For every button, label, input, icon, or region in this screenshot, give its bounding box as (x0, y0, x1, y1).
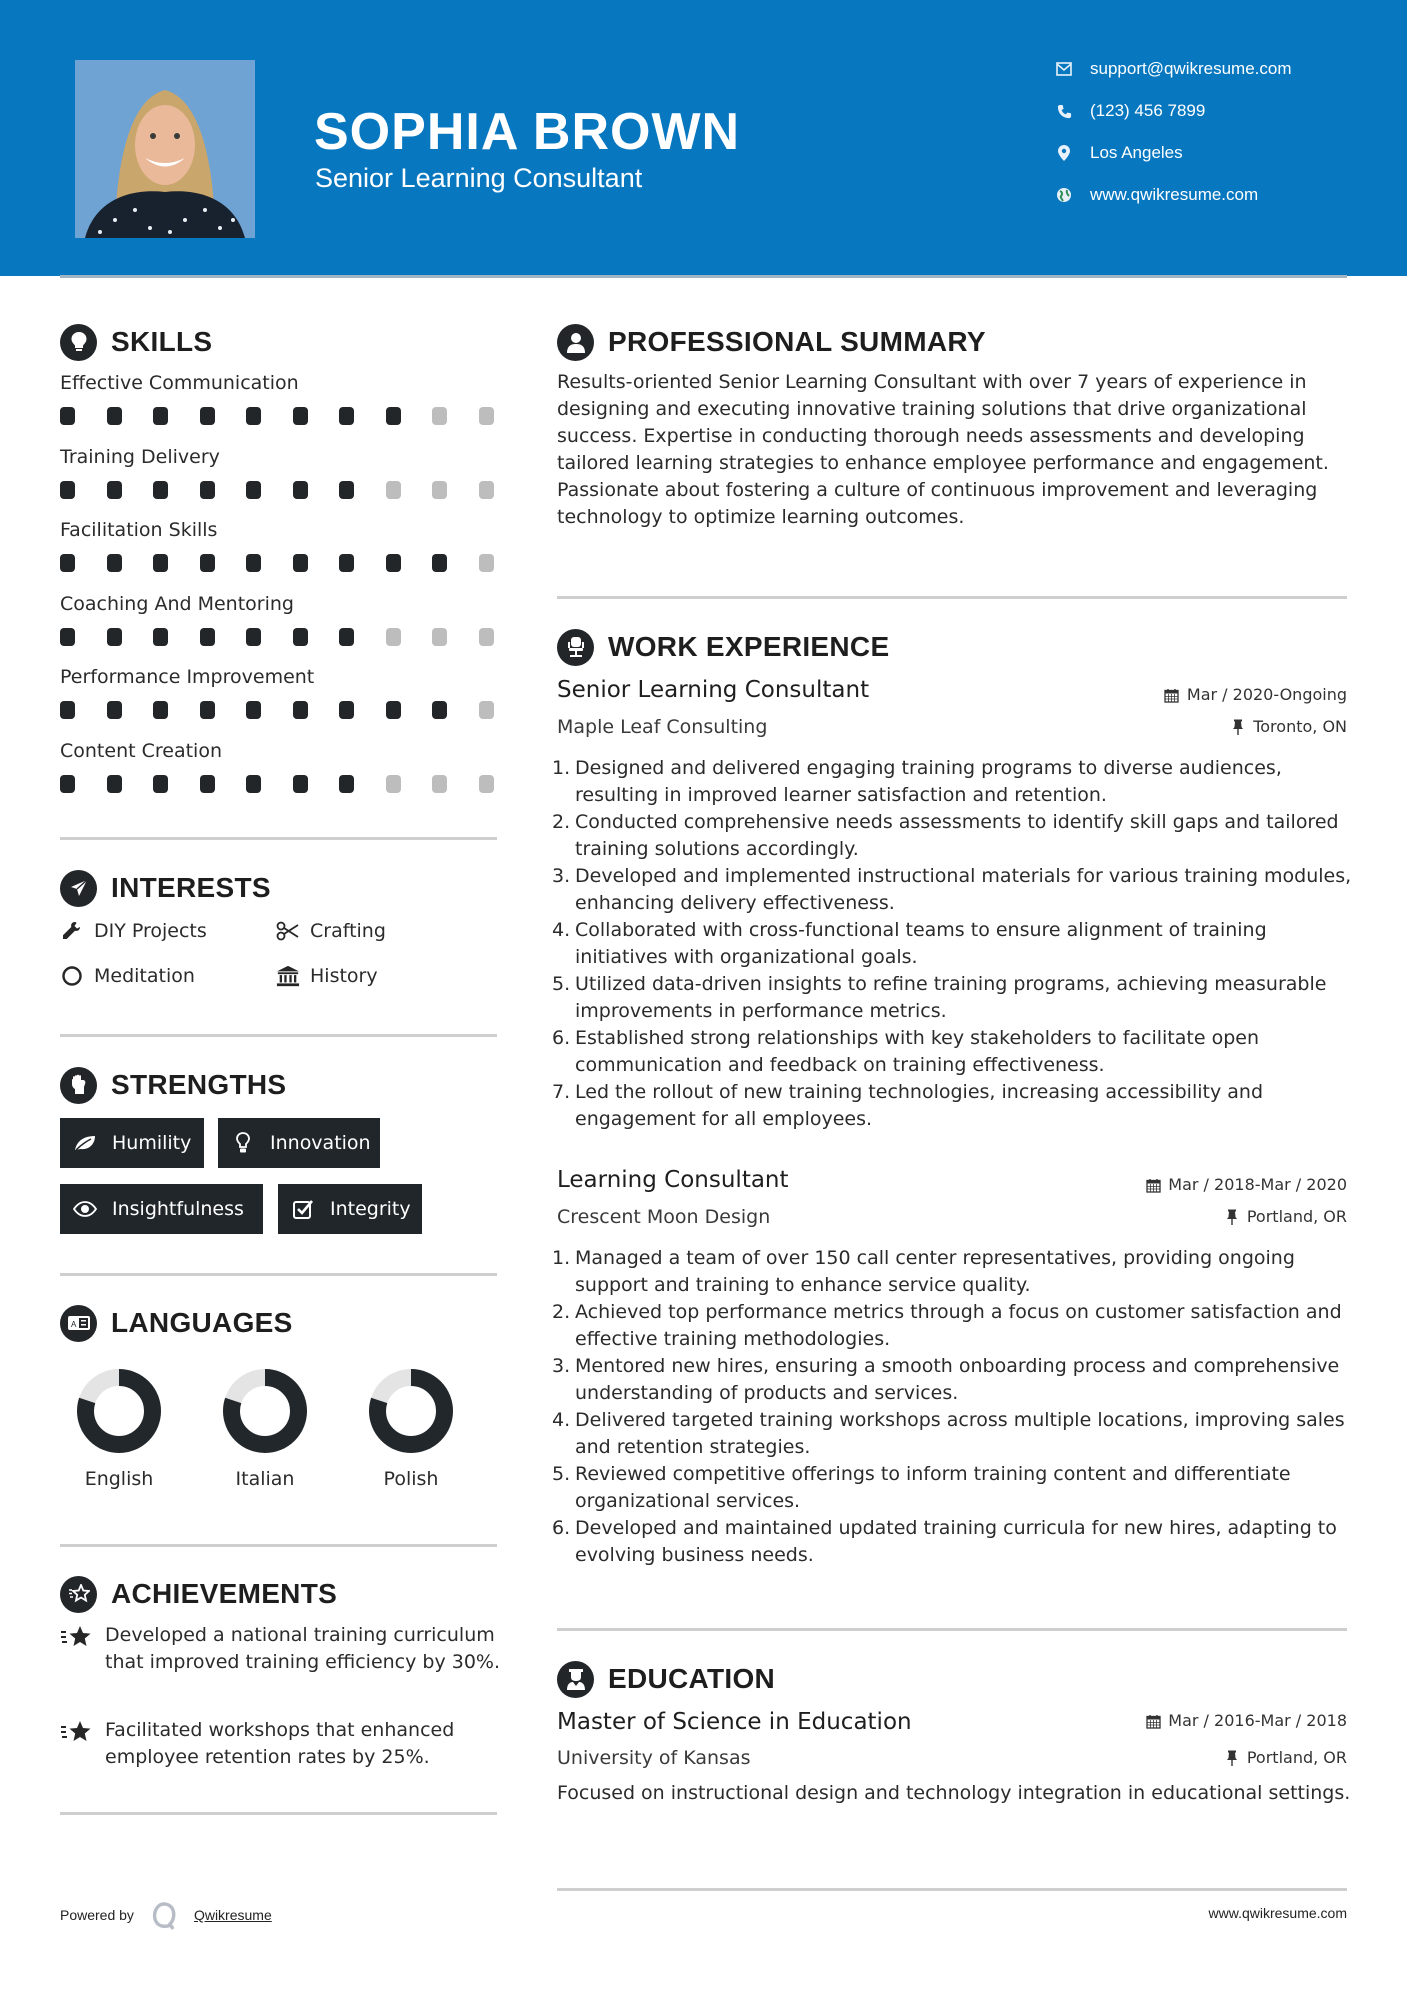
bullet-number: 2. (552, 811, 571, 833)
rating-dot-filled (246, 554, 261, 572)
graduate-icon (557, 1661, 594, 1698)
strength-label: Insightfulness (112, 1198, 244, 1220)
interest-history (276, 962, 378, 990)
calendar-icon (1144, 1712, 1162, 1730)
school-name: University of Kansas (557, 1747, 751, 1769)
skill-label: Content Creation (60, 740, 222, 762)
degree-title: Master of Science in Education (557, 1709, 912, 1735)
language-item (341, 1368, 481, 1490)
job-location-text: Toronto, ON (1253, 717, 1347, 736)
bullet-number: 3. (552, 1355, 571, 1377)
job-bullet (552, 1515, 1352, 1569)
rating-dot-filled (107, 554, 122, 572)
languages-heading (60, 1304, 293, 1342)
contact-website[interactable] (1053, 180, 1393, 210)
star-icon (60, 1624, 92, 1650)
rating-dot-filled (432, 701, 447, 719)
rating-dot-filled (246, 407, 261, 425)
work-heading (557, 628, 889, 666)
languages-title: LANGUAGES (111, 1307, 293, 1338)
section-divider (60, 1273, 497, 1276)
job-bullets (552, 755, 1352, 1133)
language-item (49, 1368, 189, 1490)
footer-website[interactable]: www.qwikresume.com (1208, 1905, 1347, 1921)
achievements-title: ACHIEVEMENTS (111, 1578, 338, 1609)
education-dates (1144, 1710, 1347, 1732)
language-label: English (84, 1468, 154, 1490)
rating-dot-filled (246, 628, 261, 646)
skill-rating (60, 407, 500, 425)
skills-title: SKILLS (111, 326, 213, 357)
rating-dot-empty (386, 775, 401, 793)
bullet-text: Mentored new hires, ensuring a smooth onboarding process and comprehensive understanding of products and services. (575, 1355, 1340, 1404)
eye-icon (72, 1197, 98, 1221)
rating-dot-filled (107, 775, 122, 793)
section-divider (557, 1628, 1347, 1631)
strengths-title: STRENGTHS (111, 1069, 287, 1100)
strengths-heading (60, 1066, 286, 1104)
skills-heading (60, 323, 212, 361)
circle-icon (60, 964, 84, 988)
job-bullet (552, 917, 1352, 971)
education-location-text: Portland, OR (1246, 1748, 1347, 1767)
star-icon (60, 1576, 97, 1613)
language-label: Italian (235, 1468, 295, 1490)
skill-label: Effective Communication (60, 372, 299, 394)
rating-dot-filled (107, 481, 122, 499)
achievement-item (60, 1622, 500, 1706)
rating-dot-filled (293, 407, 308, 425)
strength-label: Integrity (330, 1198, 411, 1220)
skill-label: Performance Improvement (60, 666, 315, 688)
job-dates-text: Mar / 2018-Mar / 2020 (1168, 1175, 1347, 1194)
globe-icon (1053, 184, 1075, 206)
summary-text: Results-oriented Senior Learning Consultant with over 7 years of experience in designing and executing innovative training solutions that drive organizational success. Expertise in conducting thorough needs assessments and developing tailored learning strategies to enhance employee performance and engagement. Passionate about fostering a culture of continuous improvement and leveraging technology to optimize learning outcomes. (557, 371, 1329, 528)
office-chair-icon (557, 629, 594, 666)
phone-icon (1053, 100, 1075, 122)
rating-dot-filled (293, 481, 308, 499)
contact-location (1053, 138, 1393, 168)
envelope-icon (1053, 58, 1075, 80)
strength-tag-innovation (218, 1118, 380, 1168)
star-icon (60, 1719, 92, 1745)
bullet-number: 1. (552, 1247, 571, 1269)
rating-dot-empty (479, 554, 494, 572)
job-title: Learning Consultant (557, 1167, 789, 1193)
language-label: Polish (383, 1468, 439, 1490)
rating-dot-filled (60, 701, 75, 719)
bullet-text: Delivered targeted training workshops across multiple locations, improving sales and retention strategies. (575, 1409, 1345, 1458)
strength-tag-insightfulness (60, 1184, 263, 1234)
contact-phone-text: (123) 456 7899 (1090, 101, 1206, 120)
rating-dot-filled (386, 407, 401, 425)
job-bullets (552, 1245, 1352, 1569)
job-bullet (552, 1461, 1352, 1515)
rating-dot-filled (432, 554, 447, 572)
bullet-number: 4. (552, 1409, 571, 1431)
rating-dot-filled (153, 628, 168, 646)
bullet-text: Led the rollout of new training technologies, increasing accessibility and engagement for all employees. (575, 1081, 1263, 1130)
lightbulb-icon (60, 324, 97, 361)
rating-dot-filled (200, 775, 215, 793)
skill-rating (60, 554, 500, 572)
achievements-heading (60, 1575, 337, 1613)
bullet-number: 7. (552, 1081, 571, 1103)
bullet-text: Achieved top performance metrics through a focus on customer satisfaction and effective training methodologies. (575, 1301, 1342, 1350)
job-title: Senior Learning Consultant (557, 677, 870, 703)
interest-diy-projects (60, 917, 207, 945)
skill-rating (60, 701, 500, 719)
job-bullet (552, 809, 1352, 863)
qwikresume-link[interactable]: Qwikresume (193, 1907, 272, 1923)
skill-label: Facilitation Skills (60, 519, 218, 541)
interest-label: History (310, 965, 378, 987)
section-divider (60, 1034, 497, 1037)
interest-crafting (276, 917, 386, 945)
rating-dot-filled (293, 775, 308, 793)
job-bullet (552, 1025, 1352, 1079)
bullet-text: Developed and maintained updated training curricula for new hires, adapting to evolving business needs. (575, 1517, 1337, 1566)
language-proficiency-donut (368, 1368, 454, 1454)
job-dates-text: Mar / 2020-Ongoing (1186, 685, 1347, 704)
job-bullet (552, 1079, 1352, 1133)
rating-dot-filled (293, 701, 308, 719)
rating-dot-filled (339, 701, 354, 719)
svg-text:A: A (70, 1320, 76, 1329)
skill-rating (60, 481, 500, 499)
pushpin-icon (1223, 1749, 1241, 1767)
work-title: WORK EXPERIENCE (608, 631, 890, 662)
rating-dot-filled (107, 701, 122, 719)
section-divider (557, 1888, 1347, 1891)
job-location (1223, 1206, 1347, 1228)
achievement-text: Developed a national training curriculum that improved training efficiency by 30%. (105, 1624, 501, 1673)
job-bullet (552, 1299, 1352, 1353)
museum-icon (276, 964, 300, 988)
rating-dot-filled (153, 481, 168, 499)
strength-label: Humility (112, 1132, 192, 1154)
contact-phone[interactable] (1053, 96, 1393, 126)
rating-dot-filled (60, 775, 75, 793)
summary-heading (557, 323, 986, 361)
rating-dot-filled (60, 628, 75, 646)
job-dates (1144, 1174, 1347, 1196)
language-item (195, 1368, 335, 1490)
strength-tag-integrity (278, 1184, 422, 1234)
contact-email[interactable] (1053, 54, 1393, 84)
language-icon (60, 1305, 97, 1342)
rating-dot-empty (386, 628, 401, 646)
rating-dot-empty (479, 407, 494, 425)
footer-powered-by (60, 1898, 272, 1932)
job-bullet (552, 755, 1352, 809)
qwikresume-logo-icon (148, 1899, 180, 1931)
skill-rating (60, 628, 500, 646)
job-bullet (552, 1245, 1352, 1299)
rating-dot-filled (246, 775, 261, 793)
rating-dot-filled (60, 554, 75, 572)
wrench-icon (60, 919, 84, 943)
rating-dot-empty (432, 775, 447, 793)
rating-dot-filled (246, 481, 261, 499)
rating-dot-filled (339, 628, 354, 646)
education-dates-text: Mar / 2016-Mar / 2018 (1168, 1711, 1347, 1730)
rating-dot-filled (293, 628, 308, 646)
interests-heading (60, 869, 271, 907)
skill-rating (60, 775, 500, 793)
bullet-text: Utilized data-driven insights to refine training programs, achieving measurable improvements in performance metrics. (575, 973, 1327, 1022)
rating-dot-filled (200, 407, 215, 425)
section-divider (557, 596, 1347, 599)
rating-dot-filled (293, 554, 308, 572)
bullet-number: 6. (552, 1027, 571, 1049)
interest-label: Meditation (94, 965, 195, 987)
rating-dot-empty (432, 628, 447, 646)
education-description: Focused on instructional design and technology integration in educational settings. (557, 1782, 1351, 1804)
section-divider (60, 1544, 497, 1547)
calendar-icon (1163, 686, 1181, 704)
rating-dot-filled (200, 628, 215, 646)
rating-dot-filled (386, 554, 401, 572)
interest-label: DIY Projects (94, 920, 207, 942)
map-marker-icon (1053, 142, 1075, 164)
strength-tag-humility (60, 1118, 204, 1168)
profile-photo (75, 60, 255, 238)
skill-label: Training Delivery (60, 446, 220, 468)
candidate-title: Senior Learning Consultant (315, 163, 643, 193)
rating-dot-filled (60, 407, 75, 425)
job-location-text: Portland, OR (1246, 1207, 1347, 1226)
rating-dot-empty (479, 775, 494, 793)
powered-by-label: Powered by (60, 1907, 134, 1923)
bullet-number: 5. (552, 1463, 571, 1485)
rating-dot-filled (153, 775, 168, 793)
rating-dot-filled (339, 407, 354, 425)
education-title: EDUCATION (608, 1663, 776, 1694)
bullet-text: Reviewed competitive offerings to inform training content and differentiate organizational services. (575, 1463, 1291, 1512)
rating-dot-filled (200, 481, 215, 499)
rating-dot-filled (60, 481, 75, 499)
section-divider (60, 837, 497, 840)
resume-header (0, 0, 1407, 276)
header-divider (60, 275, 1347, 278)
pushpin-icon (1223, 1208, 1241, 1226)
rating-dot-empty (386, 481, 401, 499)
bullet-text: Designed and delivered engaging training programs to diverse audiences, resulting in improved learner satisfaction and retention. (575, 757, 1282, 806)
job-company: Maple Leaf Consulting (557, 716, 768, 738)
rating-dot-empty (479, 481, 494, 499)
education-location (1223, 1747, 1347, 1769)
contact-website-text: www.qwikresume.com (1090, 185, 1259, 204)
interest-label: Crafting (310, 920, 386, 942)
contact-email-text: support@qwikresume.com (1090, 59, 1292, 78)
rating-dot-filled (339, 775, 354, 793)
candidate-name: SOPHIA BROWN (314, 103, 741, 161)
rating-dot-filled (246, 701, 261, 719)
calendar-icon (1144, 1176, 1162, 1194)
bullet-number: 1. (552, 757, 571, 779)
interest-meditation (60, 962, 195, 990)
bullet-number: 2. (552, 1301, 571, 1323)
rating-dot-filled (339, 481, 354, 499)
rating-dot-filled (200, 701, 215, 719)
job-bullet (552, 971, 1352, 1025)
rating-dot-filled (200, 554, 215, 572)
rating-dot-filled (153, 701, 168, 719)
skill-label: Coaching And Mentoring (60, 593, 294, 615)
achievement-text: Facilitated workshops that enhanced employee retention rates by 25%. (105, 1719, 455, 1768)
contact-location-text: Los Angeles (1090, 143, 1183, 162)
bullet-number: 5. (552, 973, 571, 995)
rating-dot-filled (107, 628, 122, 646)
job-location (1229, 716, 1347, 738)
rating-dot-filled (107, 407, 122, 425)
rating-dot-empty (479, 701, 494, 719)
job-dates (1163, 684, 1347, 706)
bullet-text: Conducted comprehensive needs assessments to identify skill gaps and tailored training solutions accordingly. (575, 811, 1339, 860)
rating-dot-filled (339, 554, 354, 572)
rating-dot-empty (432, 481, 447, 499)
job-company: Crescent Moon Design (557, 1206, 771, 1228)
bullet-text: Developed and implemented instructional materials for various training modules, enhancing delivery effectiveness. (575, 865, 1352, 914)
job-bullet (552, 1353, 1352, 1407)
lightbulb-icon (230, 1131, 256, 1155)
job-bullet (552, 1407, 1352, 1461)
bullet-text: Collaborated with cross-functional teams to ensure alignment of training initiatives with organizational goals. (575, 919, 1267, 968)
rating-dot-filled (153, 554, 168, 572)
bullet-number: 3. (552, 865, 571, 887)
pushpin-icon (1229, 718, 1247, 736)
bullet-text: Managed a team of over 150 call center representatives, providing ongoing support and training to enhance service quality. (575, 1247, 1295, 1296)
rating-dot-filled (153, 407, 168, 425)
language-proficiency-donut (76, 1368, 162, 1454)
bullet-number: 6. (552, 1517, 571, 1539)
scissors-icon (276, 919, 300, 943)
summary-title: PROFESSIONAL SUMMARY (608, 326, 986, 357)
user-icon (557, 324, 594, 361)
job-bullet (552, 863, 1352, 917)
education-heading (557, 1660, 775, 1698)
language-proficiency-donut (222, 1368, 308, 1454)
achievement-item (60, 1717, 500, 1773)
bullet-number: 4. (552, 919, 571, 941)
rating-dot-empty (479, 628, 494, 646)
fist-icon (60, 1067, 97, 1104)
leaf-icon (72, 1131, 98, 1155)
rating-dot-filled (386, 701, 401, 719)
paper-plane-icon (60, 870, 97, 907)
strength-label: Innovation (270, 1132, 371, 1154)
section-divider (60, 1812, 497, 1815)
bullet-text: Established strong relationships with key stakeholders to facilitate open communication and feedback on training effectiveness. (575, 1027, 1259, 1076)
interests-title: INTERESTS (111, 872, 271, 903)
checkbox-icon (290, 1197, 316, 1221)
rating-dot-empty (432, 407, 447, 425)
